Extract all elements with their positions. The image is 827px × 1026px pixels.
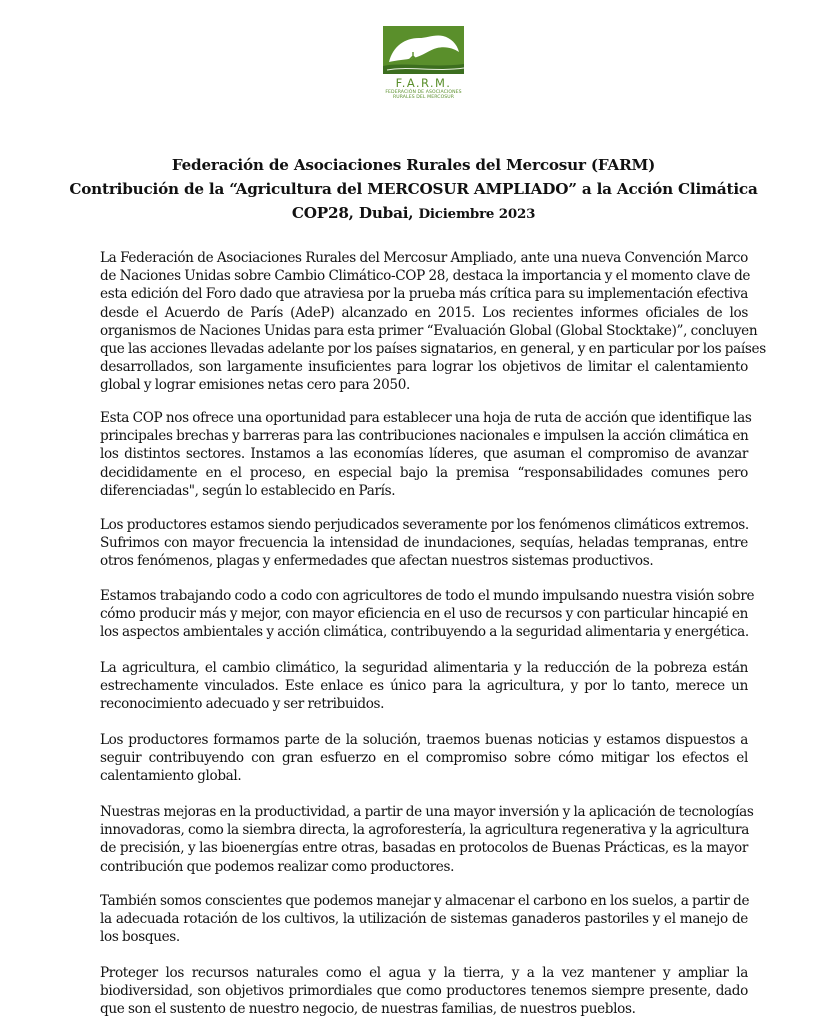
paragraph-line: decididamente en el proceso, en especial bajo la premisa “responsabilidades comunes pero [100,464,748,481]
paragraph-line: esta edición del Foro dado que atraviesa por la prueba más crítica para su implementación efectiva [100,286,748,303]
document-title-line-3 [60,204,767,222]
paragraph-line: Esta COP nos ofrece una oportunidad para establecer una hoja de ruta de acción que identifique las [100,410,752,426]
paragraph-line: seguir contribuyendo con gran esfuerzo en el compromiso sobre cómo mitigar los efectos el [100,750,748,767]
paragraph-line: de precisión, y las bioenergías entre otras, basadas en protocolos de Buenas Prácticas, es la mayor [100,840,748,857]
farm-logo [383,26,464,108]
paragraph-line: los bosques. [100,929,180,946]
paragraph-line: desarrollados, son largamente insuficientes para lograr los objetivos de limitar el calentamiento [100,359,748,376]
paragraph-line: Proteger los recursos naturales como el agua y la tierra, y a la vez mantener y ampliar la [100,965,748,981]
logo-subtitle-line2: RURALES DEL MERCOSUR [392,95,455,101]
paragraph-line: los distintos sectores. Instamos a las economías líderes, que asuman el compromiso de avanzar [100,446,748,463]
paragraph-line: biodiversidad, son objetivos primordiales que como productores tenemos siempre presente, dado [100,983,748,1000]
paragraph-line: La agricultura, el cambio climático, la seguridad alimentaria y la reducción de la pobreza están [100,660,748,676]
document-title-line-2: Contribución de la “Agricultura del MERCOSUR AMPLIADO” a la Acción Climática [69,180,758,198]
paragraph-line: innovadoras, como la siembra directa, la agroforestería, la agricultura regenerativa y la agricultura [100,822,749,839]
paragraph-line: Nuestras mejoras en la productividad, a partir de una mayor inversión y la aplicación de tecnologías [100,804,754,820]
paragraph-line: estrechamente vinculados. Este enlace es único para la agricultura, y por lo tanto, merece un [100,678,748,695]
paragraph-3 [100,516,748,571]
paragraph-line: Los productores formamos parte de la solución, traemos buenas noticias y estamos dispuestos a [100,732,748,748]
paragraph-line: diferenciadas", según lo establecido en París. [100,482,396,499]
paragraph-line: También somos conscientes que podemos manejar y almacenar el carbono en los suelos, a partir de [100,893,750,909]
paragraph-line: global y lograr emisiones netas cero para 2050. [100,377,410,394]
paragraph-line: Los productores estamos siendo perjudicados severamente por los fenómenos climáticos extremos. [100,517,749,533]
paragraph-7 [100,803,754,876]
paragraph-line: principales brechas y barreras para las contribuciones nacionales e impulsen la acción climática en [100,428,749,445]
paragraph-line: La Federación de Asociaciones Rurales del Mercosur Ampliado, ante una nueva Convención Marco [100,250,748,266]
paragraph-4 [100,587,755,642]
logo-abbreviation: F.A.R.M. [395,76,452,90]
paragraph-line: que son el sustento de nuestro negocio, de nuestras familias, de nuestros pueblos. [100,1001,636,1018]
paragraph-line: Sufrimos con mayor frecuencia la intensidad de inundaciones, sequías, heladas tempranas, entre [100,535,748,552]
event-name: COP28, Dubai, [291,204,414,222]
paragraph-line: Estamos trabajando codo a codo con agricultores de todo el mundo impulsando nuestra visión sobre [100,588,755,604]
paragraph-line: que las acciones llevadas adelante por los países signatarios, en general, y en particular por los países [100,340,766,357]
paragraph-line: calentamiento global. [100,768,242,785]
paragraph-line: la adecuada rotación de los cultivos, la utilización de sistemas ganaderos pastoriles y el manejo de [100,911,748,928]
paragraph-line: reconocimiento adecuado y ser retribuidos. [100,696,385,713]
paragraph-1 [100,249,766,395]
logo-subtitle-line1: FEDERACIÓN DE ASOCIACIONES [385,90,462,95]
farm-logo-text [383,75,464,108]
paragraph-line: contribución que podemos realizar como productores. [100,858,455,875]
paragraph-2 [100,409,752,500]
paragraph-line: cómo producir más y mejor, con mayor eficiencia en el uso de recursos y con particular hincapié en [100,606,748,623]
paragraph-5 [100,659,748,714]
paragraph-line: otros fenómenos, plagas y enfermedades que afectan nuestros sistemas productivos. [100,553,654,570]
paragraph-line: organismos de Naciones Unidas para esta primer “Evaluación Global (Global Stocktake)”, concluyen [100,322,758,339]
document-title-line-1: Federación de Asociaciones Rurales del Mercosur (FARM) [171,156,656,174]
paragraph-line: desde el Acuerdo de París (AdeP) alcanzado en 2015. Los recientes informes oficiales de los [100,304,748,321]
paragraph-line: los aspectos ambientales y acción climática, contribuyendo a la seguridad alimentaria y energética. [100,624,749,641]
paragraph-8 [100,892,748,947]
paragraph-6 [100,731,748,786]
farm-logo-emblem [383,26,464,74]
event-date: Diciembre 2023 [418,206,536,222]
paragraph-line: de Naciones Unidas sobre Cambio Climático-COP 28, destaca la importancia y el momento clave de [100,268,751,285]
paragraph-9 [100,964,748,1019]
